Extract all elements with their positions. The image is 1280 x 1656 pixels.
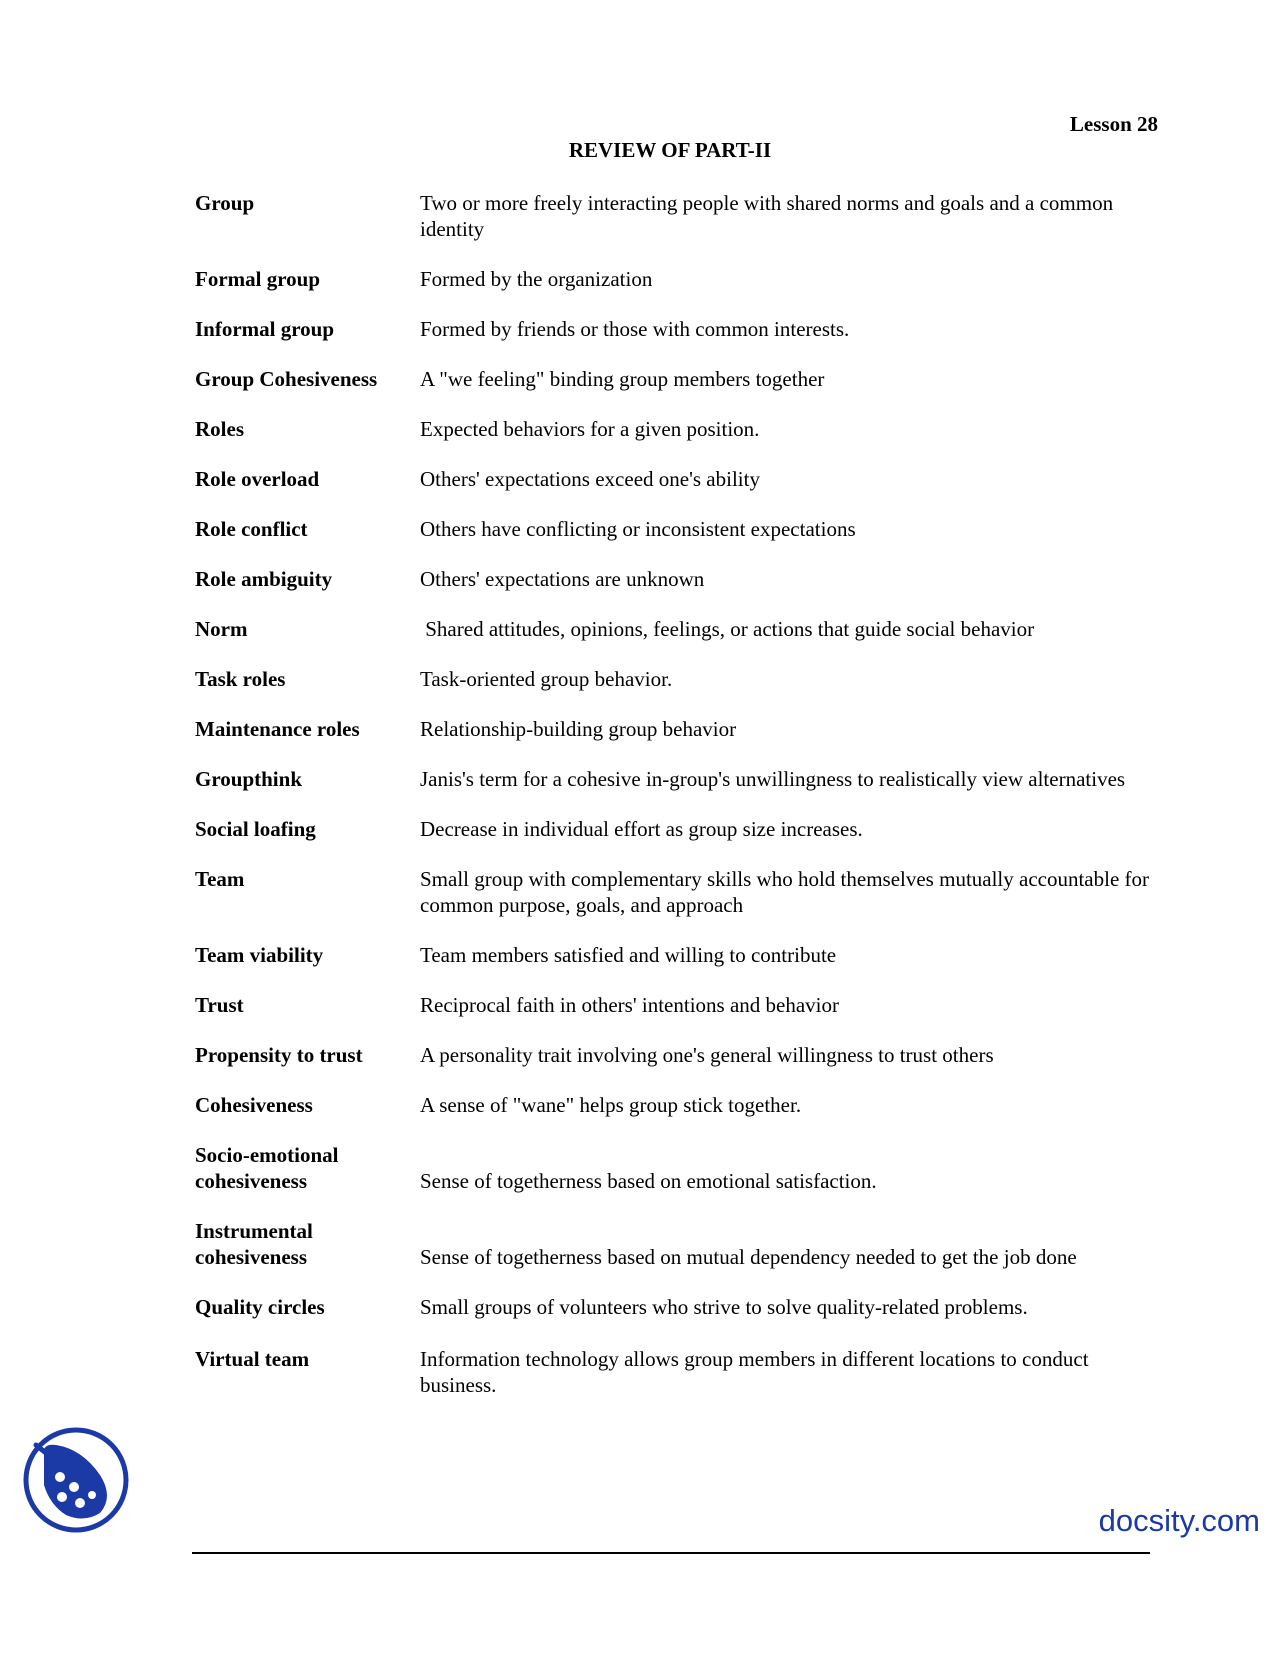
glossary-term: Socio-emotional cohesiveness bbox=[195, 1143, 339, 1193]
glossary-term: Quality circles bbox=[195, 1295, 325, 1319]
glossary-definition: Shared attitudes, opinions, feelings, or actions that guide social behavior bbox=[420, 617, 1035, 641]
glossary-term: Group bbox=[195, 191, 255, 215]
glossary-term: Role overload bbox=[195, 467, 320, 491]
glossary-row bbox=[195, 1142, 1155, 1194]
glossary-definition: Formed by the organization bbox=[420, 267, 653, 291]
glossary-row bbox=[195, 1042, 1155, 1068]
glossary-term: Instrumental cohesiveness bbox=[195, 1219, 313, 1269]
lesson-number: Lesson 28 bbox=[1069, 112, 1158, 136]
glossary-definition: Sense of togetherness based on emotional satisfaction. bbox=[420, 1169, 877, 1193]
glossary-row bbox=[195, 766, 1155, 792]
glossary-term: Team viability bbox=[195, 943, 324, 967]
glossary-term: Informal group bbox=[195, 317, 335, 341]
glossary-row bbox=[195, 266, 1155, 292]
glossary-term: Task roles bbox=[195, 667, 286, 691]
glossary-term: Propensity to trust bbox=[195, 1043, 363, 1067]
glossary-row bbox=[195, 616, 1155, 642]
glossary-term: Social loafing bbox=[195, 817, 316, 841]
page-title: REVIEW OF PART-II bbox=[568, 138, 772, 162]
glossary-definition: Others' expectations are unknown bbox=[420, 567, 705, 591]
glossary-definition: Team members satisfied and willing to contribute bbox=[420, 943, 837, 967]
glossary-row bbox=[195, 666, 1155, 692]
glossary-row bbox=[195, 416, 1155, 442]
glossary-definition: A personality trait involving one's general willingness to trust others bbox=[420, 1043, 994, 1067]
glossary-definition: Sense of togetherness based on mutual dependency needed to get the job done bbox=[420, 1245, 1077, 1269]
glossary-definition: Formed by friends or those with common interests. bbox=[420, 317, 850, 341]
docsity-brand-link[interactable]: docsity.com bbox=[1098, 1503, 1260, 1538]
footer-divider bbox=[192, 1552, 1150, 1554]
glossary-definition: A "we feeling" binding group members together bbox=[420, 367, 825, 391]
glossary-term: Groupthink bbox=[195, 767, 302, 791]
glossary-term: Maintenance roles bbox=[195, 717, 360, 741]
glossary-term: Cohesiveness bbox=[195, 1093, 313, 1117]
glossary-row bbox=[195, 516, 1155, 542]
glossary-row bbox=[195, 866, 1155, 918]
glossary-row bbox=[195, 366, 1155, 392]
glossary-term: Role conflict bbox=[195, 517, 308, 541]
glossary-row bbox=[195, 1294, 1155, 1320]
glossary-definition: A sense of "wane" helps group stick together. bbox=[420, 1093, 802, 1117]
glossary-term: Norm bbox=[195, 617, 248, 641]
glossary-definition: Small group with complementary skills who hold themselves mutually accountable for common purpose, goals, and approach bbox=[420, 867, 1150, 917]
glossary-row bbox=[195, 942, 1155, 968]
glossary-row bbox=[195, 816, 1155, 842]
glossary-definition: Reciprocal faith in others' intentions and behavior bbox=[420, 993, 839, 1017]
glossary-row bbox=[195, 992, 1155, 1018]
glossary-term: Trust bbox=[195, 993, 244, 1017]
glossary-term: Roles bbox=[195, 417, 244, 441]
glossary-row bbox=[195, 466, 1155, 492]
glossary-row bbox=[195, 1092, 1155, 1118]
glossary-definition: Information technology allows group members in different locations to conduct business. bbox=[420, 1347, 1089, 1397]
glossary-row bbox=[195, 716, 1155, 742]
glossary-row bbox=[195, 1218, 1155, 1270]
glossary-list bbox=[195, 190, 1155, 1422]
glossary-definition: Expected behaviors for a given position. bbox=[420, 417, 760, 441]
glossary-term: Group Cohesiveness bbox=[195, 367, 378, 391]
glossary-term: Role ambiguity bbox=[195, 567, 333, 591]
glossary-term: Formal group bbox=[195, 267, 321, 291]
glossary-row bbox=[195, 1346, 1155, 1398]
glossary-definition: Two or more freely interacting people with shared norms and goals and a common identity bbox=[420, 191, 1114, 241]
docsity-logo-icon bbox=[22, 1425, 130, 1535]
glossary-definition: Others' expectations exceed one's ability bbox=[420, 467, 760, 491]
glossary-term: Virtual team bbox=[195, 1347, 310, 1371]
glossary-definition: Others have conflicting or inconsistent expectations bbox=[420, 517, 856, 541]
glossary-term: Team bbox=[195, 867, 245, 891]
glossary-row bbox=[195, 316, 1155, 342]
glossary-row bbox=[195, 190, 1155, 242]
glossary-definition: Decrease in individual effort as group size increases. bbox=[420, 817, 863, 841]
glossary-definition: Task-oriented group behavior. bbox=[420, 667, 673, 691]
glossary-row bbox=[195, 566, 1155, 592]
glossary-definition: Small groups of volunteers who strive to solve quality-related problems. bbox=[420, 1295, 1028, 1319]
glossary-definition: Relationship-building group behavior bbox=[420, 717, 737, 741]
glossary-definition: Janis's term for a cohesive in-group's unwillingness to realistically view alternatives bbox=[420, 767, 1126, 791]
